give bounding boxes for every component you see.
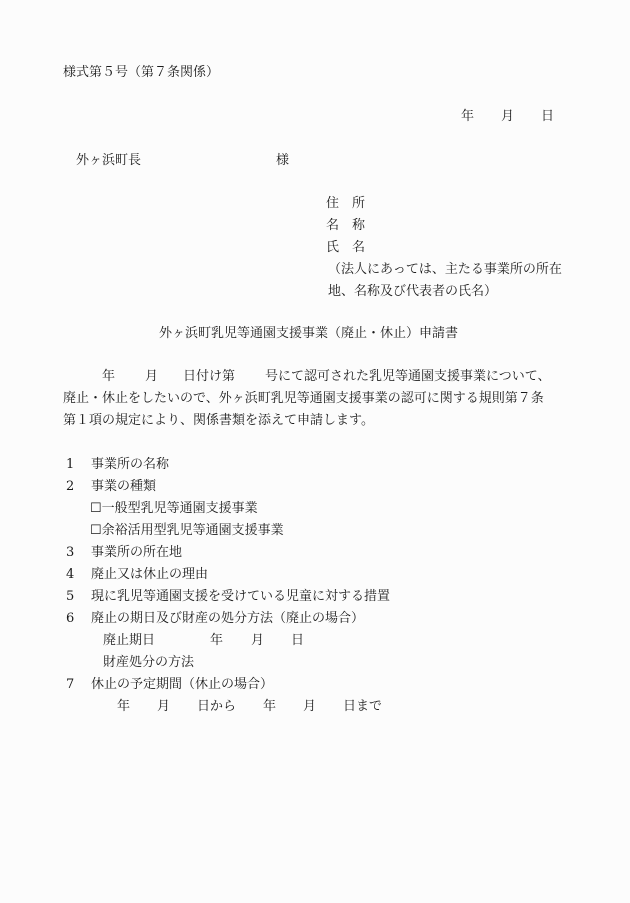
body-day-label: 日付け第 bbox=[183, 369, 236, 384]
item-label: 事業所の所在地 bbox=[91, 545, 183, 560]
item-number: 1 bbox=[66, 457, 75, 472]
business-type-option-general[interactable] bbox=[90, 502, 258, 515]
abolition-year-label: 年 bbox=[210, 633, 224, 648]
body-year-label: 年 bbox=[102, 369, 116, 384]
item-label: 休止の予定期間（休止の場合） bbox=[91, 677, 274, 692]
list-item bbox=[66, 612, 364, 625]
checkbox-icon[interactable]: ☐ bbox=[90, 523, 102, 538]
abolition-day-label: 日 bbox=[291, 633, 305, 648]
applicant-note-line2: 地、名称及び代表者の氏名） bbox=[328, 284, 498, 299]
suspension-to-day: 日まで bbox=[343, 699, 383, 714]
item-number: 2 bbox=[66, 479, 75, 494]
item-number: 6 bbox=[66, 611, 75, 626]
item-label: 事業の種類 bbox=[91, 479, 157, 494]
applicant-note-line1: （法人にあっては、主たる事業所の所在 bbox=[328, 262, 562, 277]
suspension-from-day: 日から bbox=[197, 699, 237, 714]
item-label: 現に乳児等通園支援を受けている児童に対する措置 bbox=[91, 589, 391, 604]
item-number: 4 bbox=[66, 567, 75, 582]
person-name-label: 氏 名 bbox=[326, 240, 366, 255]
business-type-option-surplus[interactable] bbox=[90, 524, 284, 537]
suspension-to-year: 年 bbox=[263, 699, 277, 714]
list-item bbox=[66, 590, 390, 603]
item-number: 5 bbox=[66, 589, 75, 604]
item-label: 廃止又は休止の理由 bbox=[91, 567, 209, 582]
date-day-label: 日 bbox=[541, 109, 555, 124]
property-disposal-label: 財産処分の方法 bbox=[103, 655, 195, 670]
document-title: 外ヶ浜町乳児等通園支援事業（廃止・休止）申請書 bbox=[159, 326, 459, 341]
date-month-label: 月 bbox=[501, 109, 515, 124]
item-label: 廃止の期日及び財産の処分方法（廃止の場合） bbox=[91, 611, 365, 626]
abolition-month-label: 月 bbox=[251, 633, 265, 648]
body-line3: 第１項の規定により、関係書類を添えて申請します。 bbox=[63, 413, 374, 428]
list-item bbox=[66, 546, 182, 559]
list-item bbox=[66, 678, 273, 691]
item-label: 事業所の名称 bbox=[91, 457, 170, 472]
checkbox-icon[interactable]: ☐ bbox=[90, 501, 102, 516]
addressee-honorific: 様 bbox=[276, 153, 290, 168]
abolition-date-label: 廃止期日 bbox=[103, 633, 156, 648]
suspension-from-year: 年 bbox=[117, 699, 131, 714]
form-number: 様式第５号（第７条関係） bbox=[63, 65, 220, 80]
business-type-label: 余裕活用型乳児等通園支援事業 bbox=[101, 523, 284, 538]
suspension-to-month: 月 bbox=[303, 699, 317, 714]
suspension-from-month: 月 bbox=[157, 699, 171, 714]
body-month-label: 月 bbox=[145, 369, 159, 384]
business-type-label: 一般型乳児等通園支援事業 bbox=[101, 501, 258, 516]
list-item bbox=[66, 480, 156, 493]
address-label: 住 所 bbox=[326, 196, 366, 211]
body-line2: 廃止・休止をしたいので、外ヶ浜町乳児等通園支援事業の認可に関する規則第７条 bbox=[63, 391, 544, 406]
entity-name-label: 名 称 bbox=[326, 218, 366, 233]
list-item bbox=[66, 568, 208, 581]
addressee-name: 外ヶ浜町長 bbox=[76, 153, 142, 168]
item-number: 3 bbox=[66, 545, 75, 560]
date-year-label: 年 bbox=[461, 109, 475, 124]
item-number: 7 bbox=[66, 677, 75, 692]
list-item bbox=[66, 458, 169, 471]
body-line1-rest: 号にて認可された乳児等通園支援事業について、 bbox=[265, 369, 551, 384]
